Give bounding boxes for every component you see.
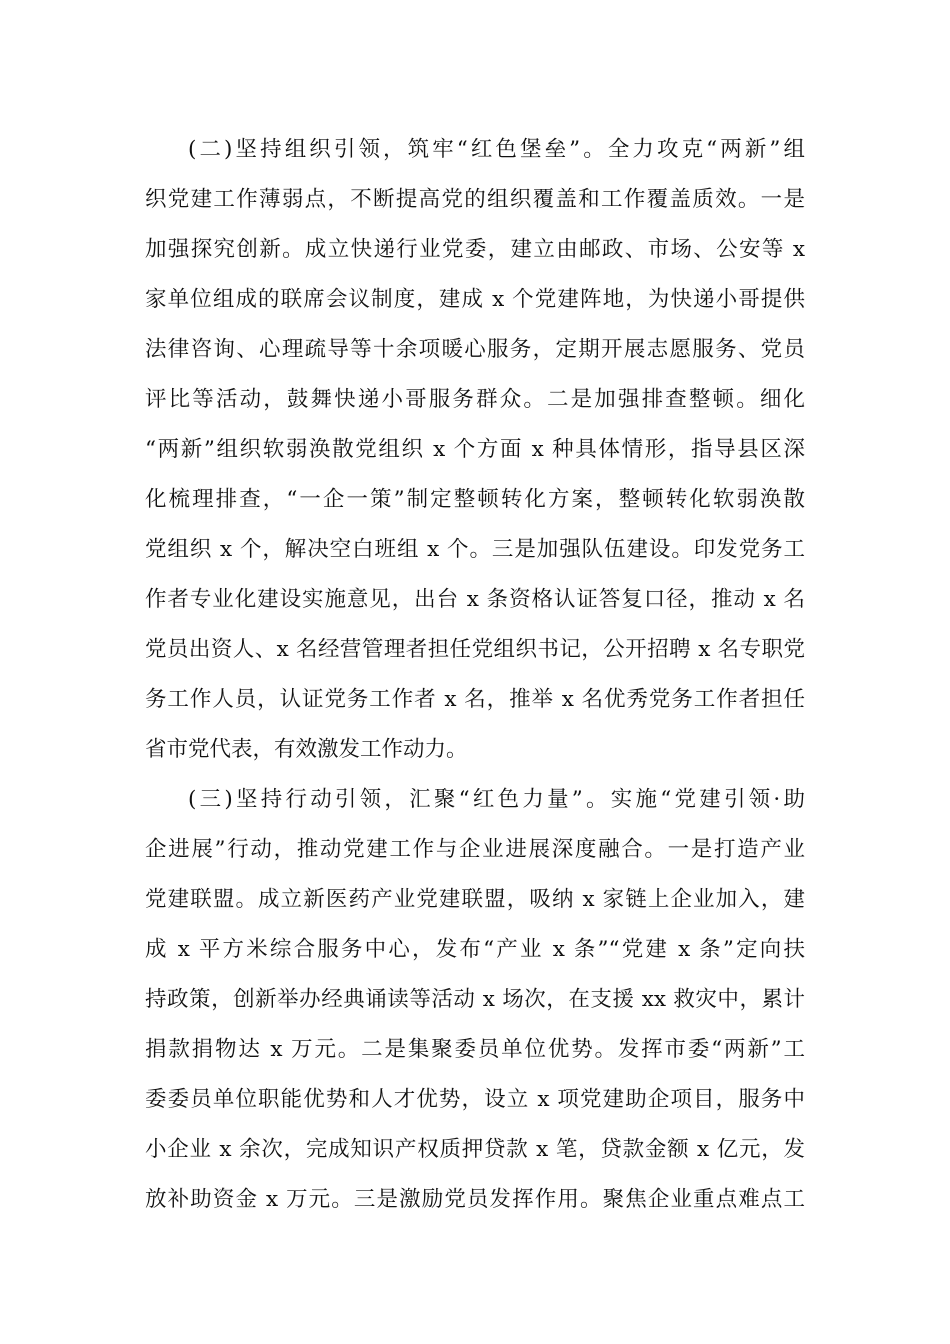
text-line: 委委员单位职能优势和人才优势，设立 x 项党建助企项目，服务中 xyxy=(145,1087,805,1112)
text-line: 评比等活动，鼓舞快递小哥服务群众。二是加强排查整顿。细化 xyxy=(145,387,805,412)
text-line: 省市党代表，有效激发工作动力。 xyxy=(145,737,468,762)
text-line: 捐款捐物达 x 万元。二是集聚委员单位优势。发挥市委“两新”工 xyxy=(145,1037,805,1062)
text-line: 企进展”行动，推动党建工作与企业进展深度融合。一是打造产业 xyxy=(145,837,805,862)
text-line: 持政策，创新举办经典诵读等活动 x 场次，在支援 xx 救灾中，累计 xyxy=(145,987,805,1012)
text-line: 党员出资人、x 名经营管理者担任党组织书记，公开招聘 x 名专职党 xyxy=(145,637,805,662)
text-line: 化梳理排查，“一企一策”制定整顿转化方案，整顿转化软弱涣散 xyxy=(145,487,805,512)
text-line: 党建联盟。成立新医药产业党建联盟，吸纳 x 家链上企业加入，建 xyxy=(145,887,805,912)
text-line: 法律咨询、心理疏导等十余项暖心服务，定期开展志愿服务、党员 xyxy=(145,337,805,362)
text-line: (二)坚持组织引领，筑牢“红色堡垒”。全力攻克“两新”组 xyxy=(188,137,805,162)
text-line: (三)坚持行动引领，汇聚“红色力量”。实施“党建引领·助 xyxy=(188,787,805,812)
text-line: 织党建工作薄弱点，不断提高党的组织覆盖和工作覆盖质效。一是 xyxy=(145,187,805,212)
text-line: “两新”组织软弱涣散党组织 x 个方面 x 种具体情形，指导县区深 xyxy=(145,437,805,462)
text-line: 加强探究创新。成立快递行业党委，建立由邮政、市场、公安等 x xyxy=(145,237,805,262)
text-line: 务工作人员，认证党务工作者 x 名，推举 x 名优秀党务工作者担任 xyxy=(145,687,805,712)
text-line: 作者专业化建设实施意见，出台 x 条资格认证答复口径，推动 x 名 xyxy=(145,587,805,612)
text-line: 党组织 x 个，解决空白班组 x 个。三是加强队伍建设。印发党务工 xyxy=(145,537,805,562)
text-line: 家单位组成的联席会议制度，建成 x 个党建阵地，为快递小哥提供 xyxy=(145,287,805,312)
text-line: 放补助资金 x 万元。三是激励党员发挥作用。聚焦企业重点难点工 xyxy=(145,1187,805,1212)
text-line: 小企业 x 余次，完成知识产权质押贷款 x 笔，贷款金额 x 亿元，发 xyxy=(145,1137,805,1162)
text-line: 成 x 平方米综合服务中心，发布“产业 x 条”“党建 x 条”定向扶 xyxy=(145,937,805,962)
